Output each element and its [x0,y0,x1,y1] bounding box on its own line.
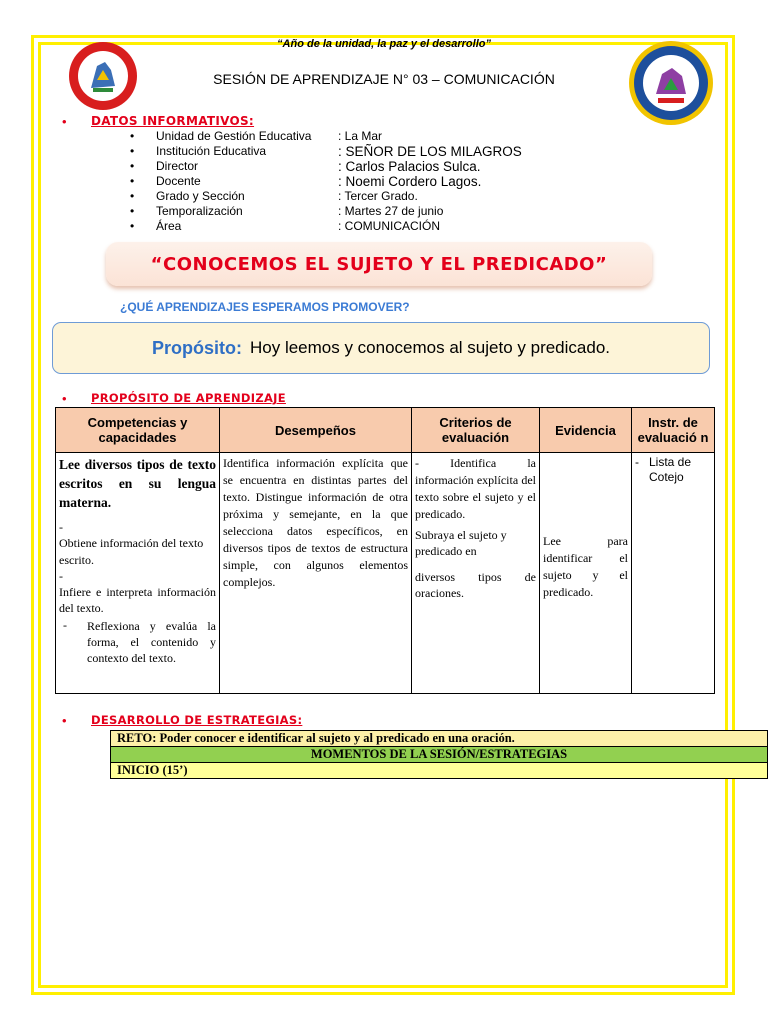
criterio-1: - Identifica la información explícita del texto sobre el sujeto y el predicado. [415,456,536,521]
capacidad-1: Obtiene información del texto escrito. [59,536,204,567]
criterio-2: Subraya el sujeto y predicado en [415,528,507,558]
table-row [111,747,768,763]
bullet-proposito: • [62,391,67,406]
proposito-text: Hoy leemos y conocemos al sujeto y predicado. [249,338,610,357]
instrumento-text: Lista de Cotejo [649,455,692,484]
estrategias-heading: DESARROLLO DE ESTRATEGIAS: [91,713,303,727]
criterio-3: diversos tipos de oraciones. [415,570,536,600]
datos-value: : Carlos Palacios Sulca. [338,159,481,174]
header-criterios: Criterios de evaluación [412,408,540,453]
proposito-label: Propósito: [151,337,242,358]
datos-value: : La Mar [338,129,383,143]
competencia-text: Lee diversos tipos de texto escritos en su lengua materna. [59,457,216,510]
datos-row: • Director : Carlos Palacios Sulca. [130,159,481,174]
proposito-box [52,322,710,374]
competencias-table [55,407,715,694]
year-motto: “Año de la unidad, la paz y el desarrollo” [277,38,491,50]
learning-question: ¿QUÉ APRENDIZAJES ESPERAMOS PROMOVER? [120,300,410,314]
datos-value: : SEÑOR DE LOS MILAGROS [338,144,522,159]
datos-list [130,129,522,234]
reto-cell: RETO: Poder conocer e identificar al sujeto y al predicado en una oración. [111,731,768,747]
datos-row: • Temporalización : Martes 27 de junio [130,204,444,218]
datos-value: : Noemi Cordero Lagos. [338,174,482,189]
bullet-estrategias: • [62,713,67,728]
datos-row: • Institución Educativa : SEÑOR DE LOS MILAGROS [130,144,522,159]
capacidad-2: Infiere e interpreta información del texto. [59,585,216,615]
datos-label: Área [156,219,182,233]
table-row [111,763,768,779]
datos-value: : Martes 27 de junio [338,204,444,218]
datos-value: : COMUNICACIÓN [338,219,440,233]
header-competencias: Competencias y capacidades [56,408,220,453]
criterios-cell [412,453,540,694]
datos-row: • Área : COMUNICACIÓN [130,219,440,233]
datos-label: Temporalización [156,204,243,218]
competencias-cell: Lee diversos tipos de texto escritos en su lengua materna. - Obtiene información del texto escrito. - Infiere e interpreta información del texto. - Reflexiona y evalúa la forma, el contenido y contexto del texto. [56,453,220,694]
datos-row: • Unidad de Gestión Educativa : La Mar [130,129,383,143]
datos-label: Grado y Sección [156,189,245,203]
bullet-datos: • [62,114,67,129]
desempenos-cell [220,453,412,694]
datos-heading: DATOS INFORMATIVOS: [91,114,255,128]
table-row [56,453,715,694]
datos-label: Docente [156,174,201,188]
header-instrumento: Instr. de evaluació n [632,408,715,453]
desempenos-text: Identifica información explícita que se encuentra en distintas partes del texto. Distingue información de otra próxima y semejante, en la que selecciona datos específicos, en diversos tipos de textos de estructura simple, con algunos elementos complejos. [223,456,408,589]
datos-value: : Tercer Grado. [338,189,418,203]
session-title: SESIÓN DE APRENDIZAJE N° 03 – COMUNICACIÓN [213,71,555,87]
datos-label: Unidad de Gestión Educativa [156,129,312,143]
datos-row: • Grado y Sección : Tercer Grado. [130,189,418,203]
datos-label: Director [156,159,199,173]
datos-row: • Docente : Noemi Cordero Lagos. [130,174,482,189]
evidencia-text: Lee para identificar el sujeto y el predicado. [543,534,628,599]
session-theme-banner: “CONOCEMOS EL SUJETO Y EL PREDICADO” [106,242,652,286]
evidencia-cell [540,453,632,694]
header-evidencia: Evidencia [540,408,632,453]
estrategias-table [110,730,768,779]
inicio-cell: INICIO (15’) [111,763,768,779]
datos-label: Institución Educativa [156,144,267,158]
proposito-aprendizaje-heading: PROPÓSITO DE APRENDIZAJE [91,391,286,405]
header-desempenos: Desempeños [220,408,412,453]
capacidad-3: Reflexiona y evalúa la forma, el contenido y contexto del texto. [87,619,216,665]
instrumento-cell: - Lista de Cotejo [632,453,715,694]
table-row [111,731,768,747]
table-header-row [56,408,715,453]
momentos-cell: MOMENTOS DE LA SESIÓN/ESTRATEGIAS [111,747,768,763]
